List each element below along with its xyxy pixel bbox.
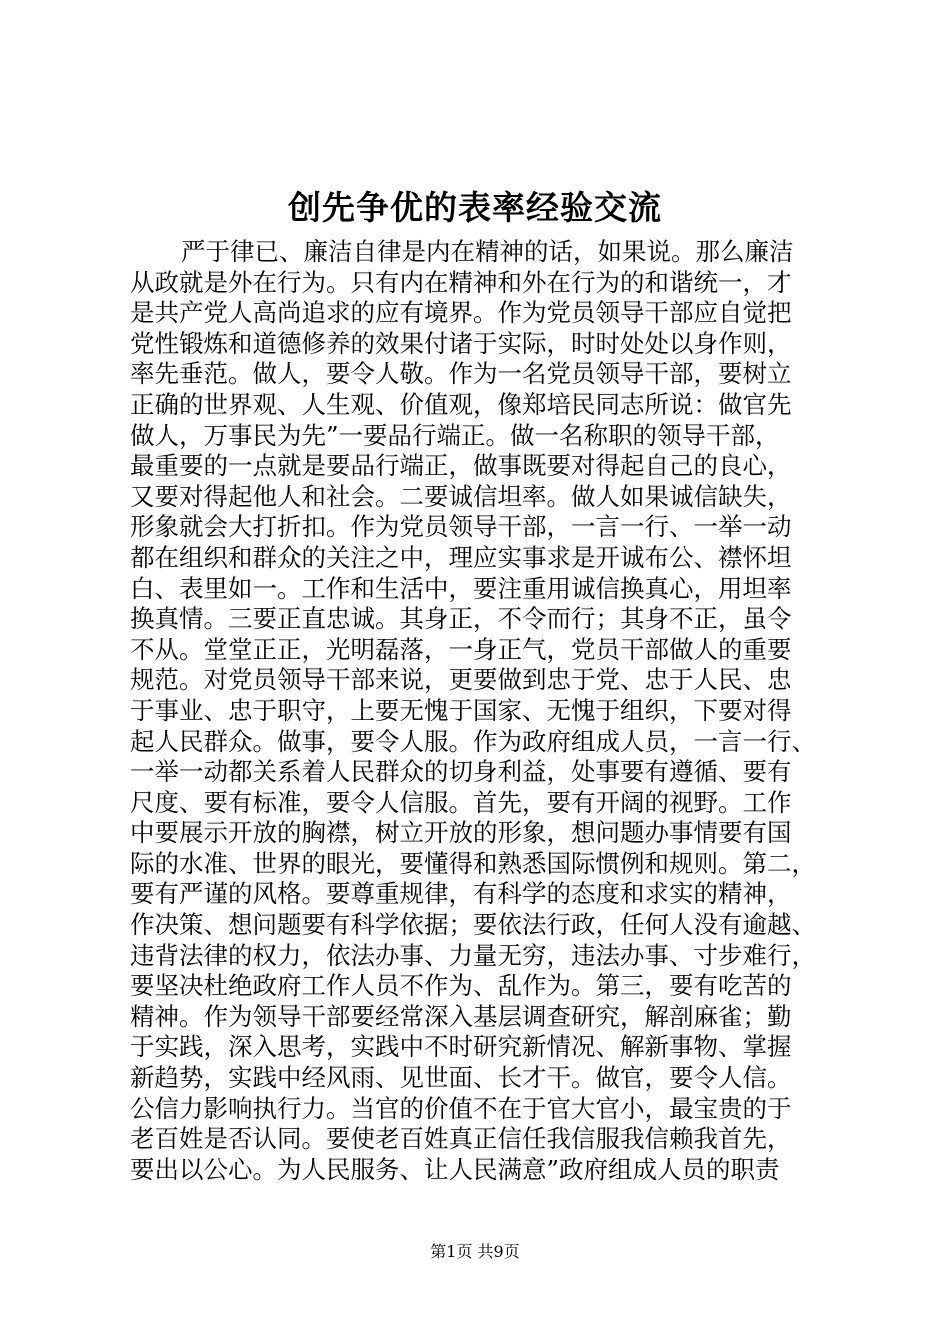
body-line: 要有严谨的风格。要尊重规律，有科学的态度和求实的精神， — [130, 879, 792, 909]
body-line: 要坚决杜绝政府工作人员不作为、乱作为。第三，要有吃苦的 — [130, 971, 792, 1001]
body-line: 率先垂范。做人，要令人敬。作为一名党员领导干部，要树立 — [130, 359, 792, 389]
body-line: 最重要的一点就是要品行端正，做事既要对得起自己的良心， — [130, 451, 792, 481]
body-line: 都在组织和群众的关注之中，理应实事求是开诚布公、襟怀坦 — [130, 542, 792, 572]
body-line: 形象就会大打折扣。作为党员领导干部，一言一行、一举一动 — [130, 512, 792, 542]
body-line: 严于律已、廉洁自律是内在精神的话，如果说。那么廉洁 — [181, 237, 794, 266]
body-line: 又要对得起他人和社会。二要诚信坦率。做人如果诚信缺失， — [130, 481, 792, 511]
body-line: 做人，万事民为先”一要品行端正。做一名称职的领导干部， — [130, 420, 780, 450]
body-line: 老百姓是否认同。要使老百姓真正信任我信服我信赖我首先， — [130, 1124, 792, 1154]
body-line: 尺度、要有标准，要令人信服。首先，要有开阔的视野。工作 — [130, 787, 792, 817]
body-line: 党性锻炼和道德修养的效果付诸于实际，时时处处以身作则， — [130, 328, 792, 358]
document-title: 创先争优的表率经验交流 — [288, 188, 662, 227]
body-line: 公信力影响执行力。当官的价值不在于官大官小，最宝贵的于 — [130, 1093, 792, 1123]
body-line: 精神。作为领导干部要经常深入基层调查研究，解剖麻雀；勤 — [130, 1001, 792, 1031]
body-line: 新趋势，实践中经风雨、见世面、长才干。做官，要令人信。 — [130, 1063, 792, 1093]
body-line: 规范。对党员领导干部来说，更要做到忠于党、忠于人民、忠 — [130, 665, 792, 695]
body-line: 从政就是外在行为。只有内在精神和外在行为的和谐统一，才 — [130, 267, 792, 297]
body-line: 不从。堂堂正正，光明磊落，一身正气，党员干部做人的重要 — [130, 634, 792, 664]
body-line: 于事业、忠于职守，上要无愧于国家、无愧于组织，下要对得 — [130, 695, 792, 725]
body-line: 于实践，深入思考，实践中不时研究新情况、解新事物、掌握 — [130, 1032, 792, 1062]
body-line: 换真情。三要正直忠诚。其身正，不令而行；其身不正，虽令 — [130, 604, 792, 634]
body-line: 作决策、想问题要有科学依据；要依法行政，任何人没有逾越、 — [130, 910, 816, 940]
body-line: 一举一动都关系着人民群众的切身利益，处事要有遵循、要有 — [130, 757, 792, 787]
body-line: 正确的世界观、人生观、价值观，像郑培民同志所说：做官先 — [130, 389, 792, 419]
page-number-footer: 第1页 共9页 — [430, 1242, 520, 1261]
body-line: 际的水准、世界的眼光，要懂得和熟悉国际惯例和规则。第二， — [130, 848, 816, 878]
body-line: 白、表里如一。工作和生活中，要注重用诚信换真心，用坦率 — [130, 573, 792, 603]
document-body — [130, 237, 830, 1185]
body-line: 起人民群众。做事，要令人服。作为政府组成人员，一言一行、 — [130, 726, 816, 756]
body-line: 中要展示开放的胸襟，树立开放的形象，想问题办事情要有国 — [130, 818, 792, 848]
body-line: 是共产党人高尚追求的应有境界。作为党员领导干部应自觉把 — [130, 298, 792, 328]
body-line: 要出以公心。为人民服务、让人民满意”政府组成人员的职责 — [130, 1154, 780, 1184]
body-line: 违背法律的权力，依法办事、力量无穷，违法办事、寸步难行， — [130, 940, 816, 970]
